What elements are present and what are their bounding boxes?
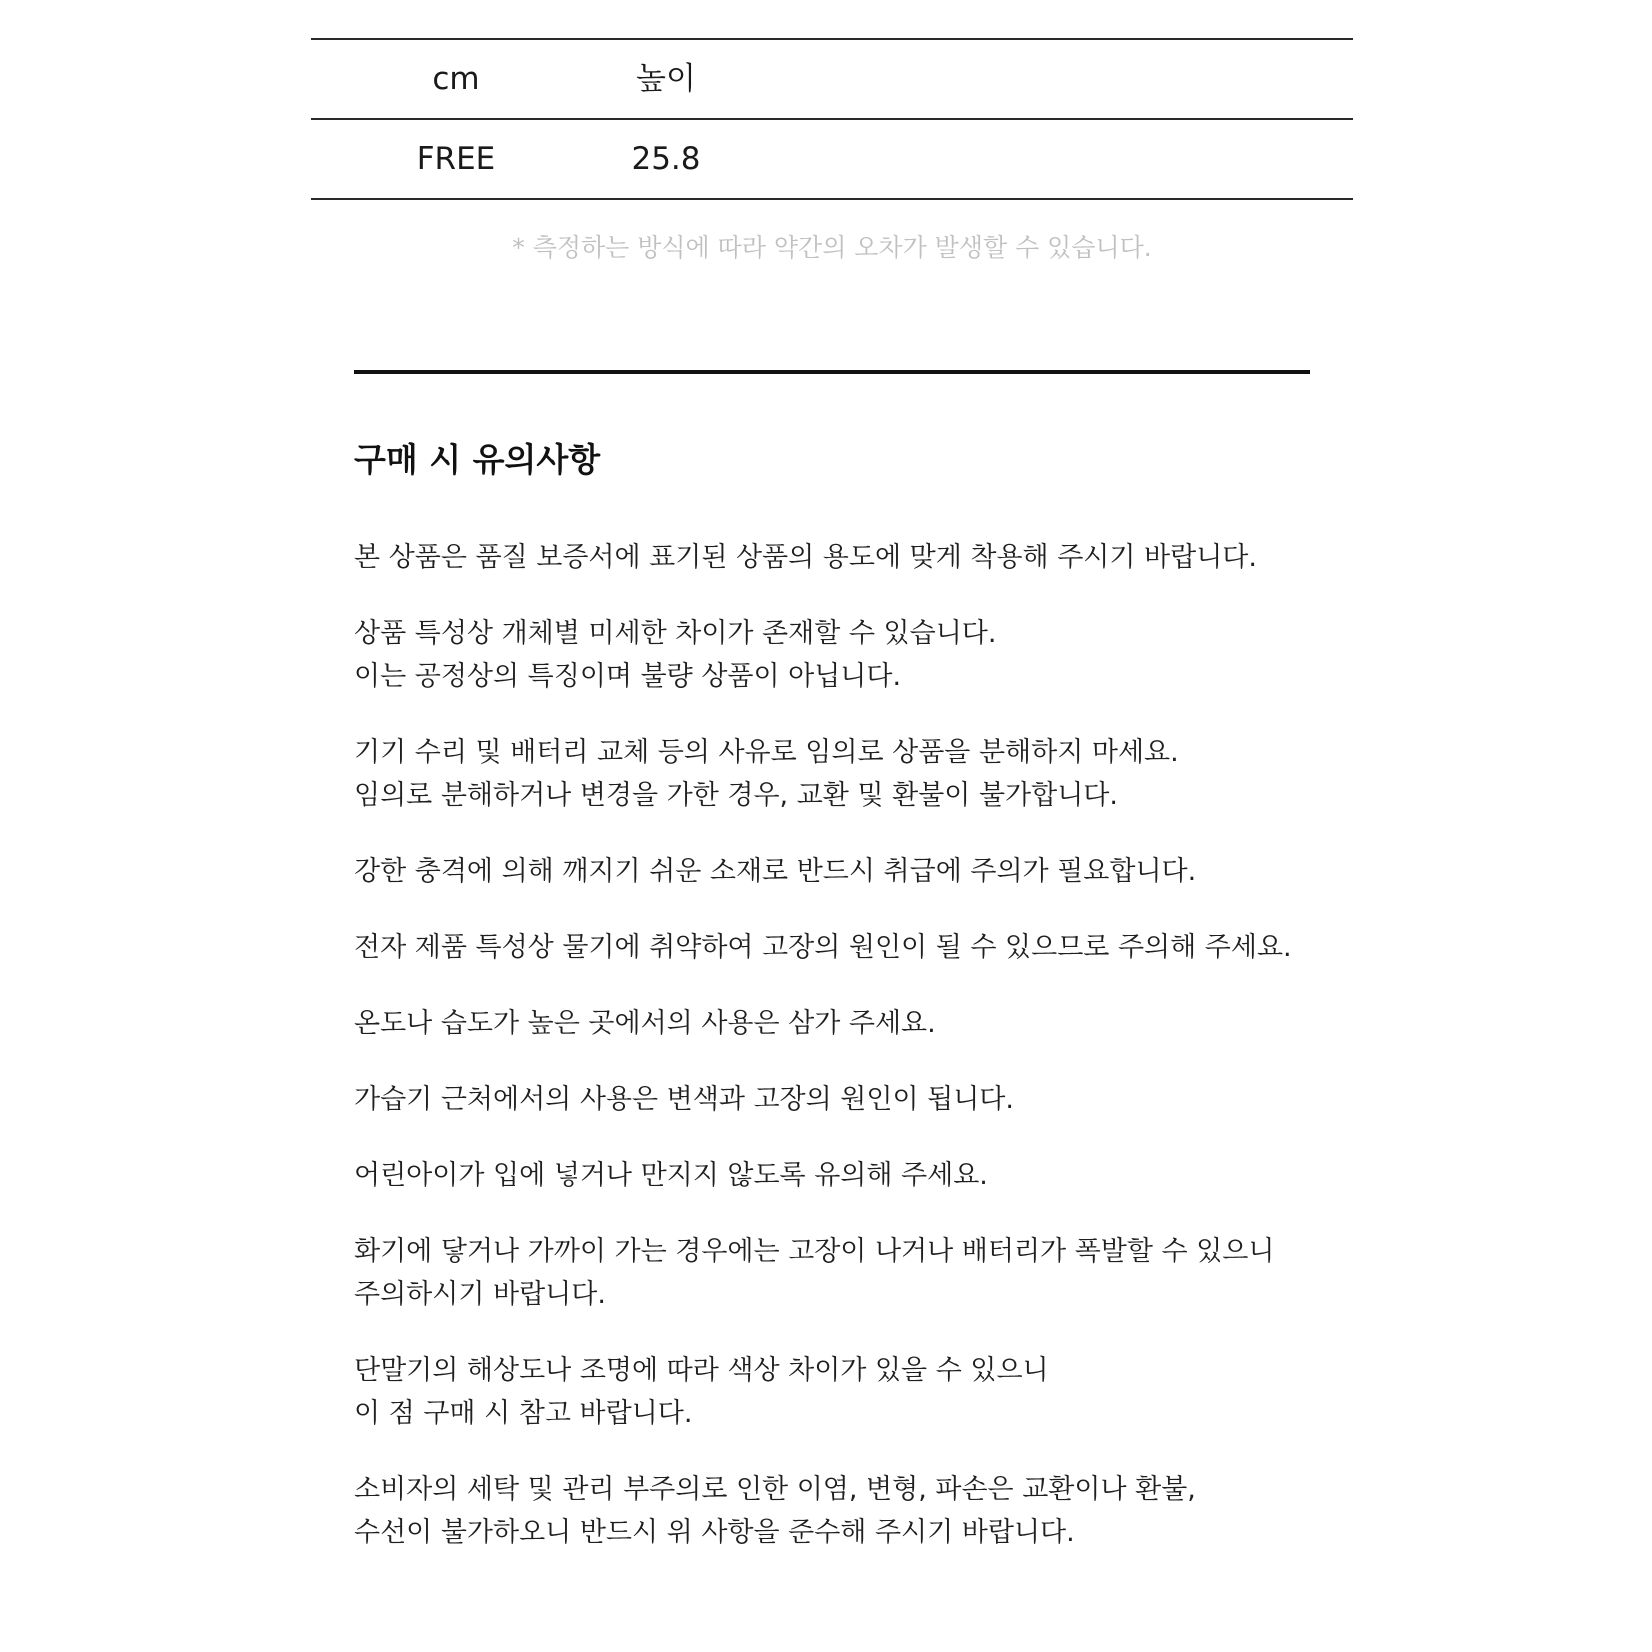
size-table xyxy=(311,38,1353,200)
notice-line: 가습기 근처에서의 사용은 변색과 고장의 원인이 됩니다. xyxy=(354,1084,1014,1115)
size-table-header-unit: cm xyxy=(432,61,480,97)
notice-line: 소비자의 세탁 및 관리 부주의로 인한 이염, 변형, 파손은 교환이나 환불, xyxy=(354,1474,1196,1505)
notice-paragraph xyxy=(354,926,1334,969)
notice-line: 화기에 닿거나 가까이 가는 경우에는 고장이 나거나 배터리가 폭발할 수 있으니 xyxy=(354,1236,1275,1267)
notice-line: 이 점 구매 시 참고 바랍니다. xyxy=(354,1398,693,1429)
notice-title: 구매 시 유의사항 xyxy=(354,440,601,479)
section-divider xyxy=(354,370,1310,374)
size-table-row xyxy=(311,118,1353,200)
notice-paragraph xyxy=(354,1002,1334,1045)
size-table-header-height: 높이 xyxy=(636,61,696,97)
measurement-note: * 측정하는 방식에 따라 약간의 오차가 발생할 수 있습니다. xyxy=(512,233,1152,262)
notice-line: 강한 충격에 의해 깨지기 쉬운 소재로 반드시 취급에 주의가 필요합니다. xyxy=(354,856,1197,887)
notice-paragraph xyxy=(354,536,1334,579)
notice-line: 전자 제품 특성상 물기에 취약하여 고장의 원인이 될 수 있으므로 주의해 주세요. xyxy=(354,932,1292,963)
notice-line: 단말기의 해상도나 조명에 따라 색상 차이가 있을 수 있으니 xyxy=(354,1355,1049,1386)
notice-line: 상품 특성상 개체별 미세한 차이가 존재할 수 있습니다. xyxy=(354,618,997,649)
notice-paragraph xyxy=(354,612,1334,698)
notice-line: 본 상품은 품질 보증서에 표기된 상품의 용도에 맞게 착용해 주시기 바랍니다. xyxy=(354,542,1257,573)
notice-paragraph xyxy=(354,1154,1334,1197)
notice-paragraph xyxy=(354,1230,1334,1316)
notice-paragraph xyxy=(354,1349,1334,1435)
notice-paragraph xyxy=(354,1468,1334,1554)
size-table-size-cell: FREE xyxy=(416,141,496,177)
notice-line: 수선이 불가하오니 반드시 위 사항을 준수해 주시기 바랍니다. xyxy=(354,1517,1075,1548)
size-table-header-row xyxy=(311,38,1353,118)
notice-line: 주의하시기 바랍니다. xyxy=(354,1279,606,1310)
notice-line: 어린아이가 입에 넣거나 만지지 않도록 유의해 주세요. xyxy=(354,1160,988,1191)
notice-line: 임의로 분해하거나 변경을 가한 경우, 교환 및 환불이 불가합니다. xyxy=(354,780,1118,811)
size-table-height-cell: 25.8 xyxy=(631,141,701,177)
notice-line: 기기 수리 및 배터리 교체 등의 사유로 임의로 상품을 분해하지 마세요. xyxy=(354,737,1179,768)
notice-line: 이는 공정상의 특징이며 불량 상품이 아닙니다. xyxy=(354,661,902,692)
notice-paragraph xyxy=(354,1078,1334,1121)
notice-list xyxy=(354,536,1334,1587)
notice-line: 온도나 습도가 높은 곳에서의 사용은 삼가 주세요. xyxy=(354,1008,936,1039)
notice-paragraph xyxy=(354,850,1334,893)
notice-paragraph xyxy=(354,731,1334,817)
